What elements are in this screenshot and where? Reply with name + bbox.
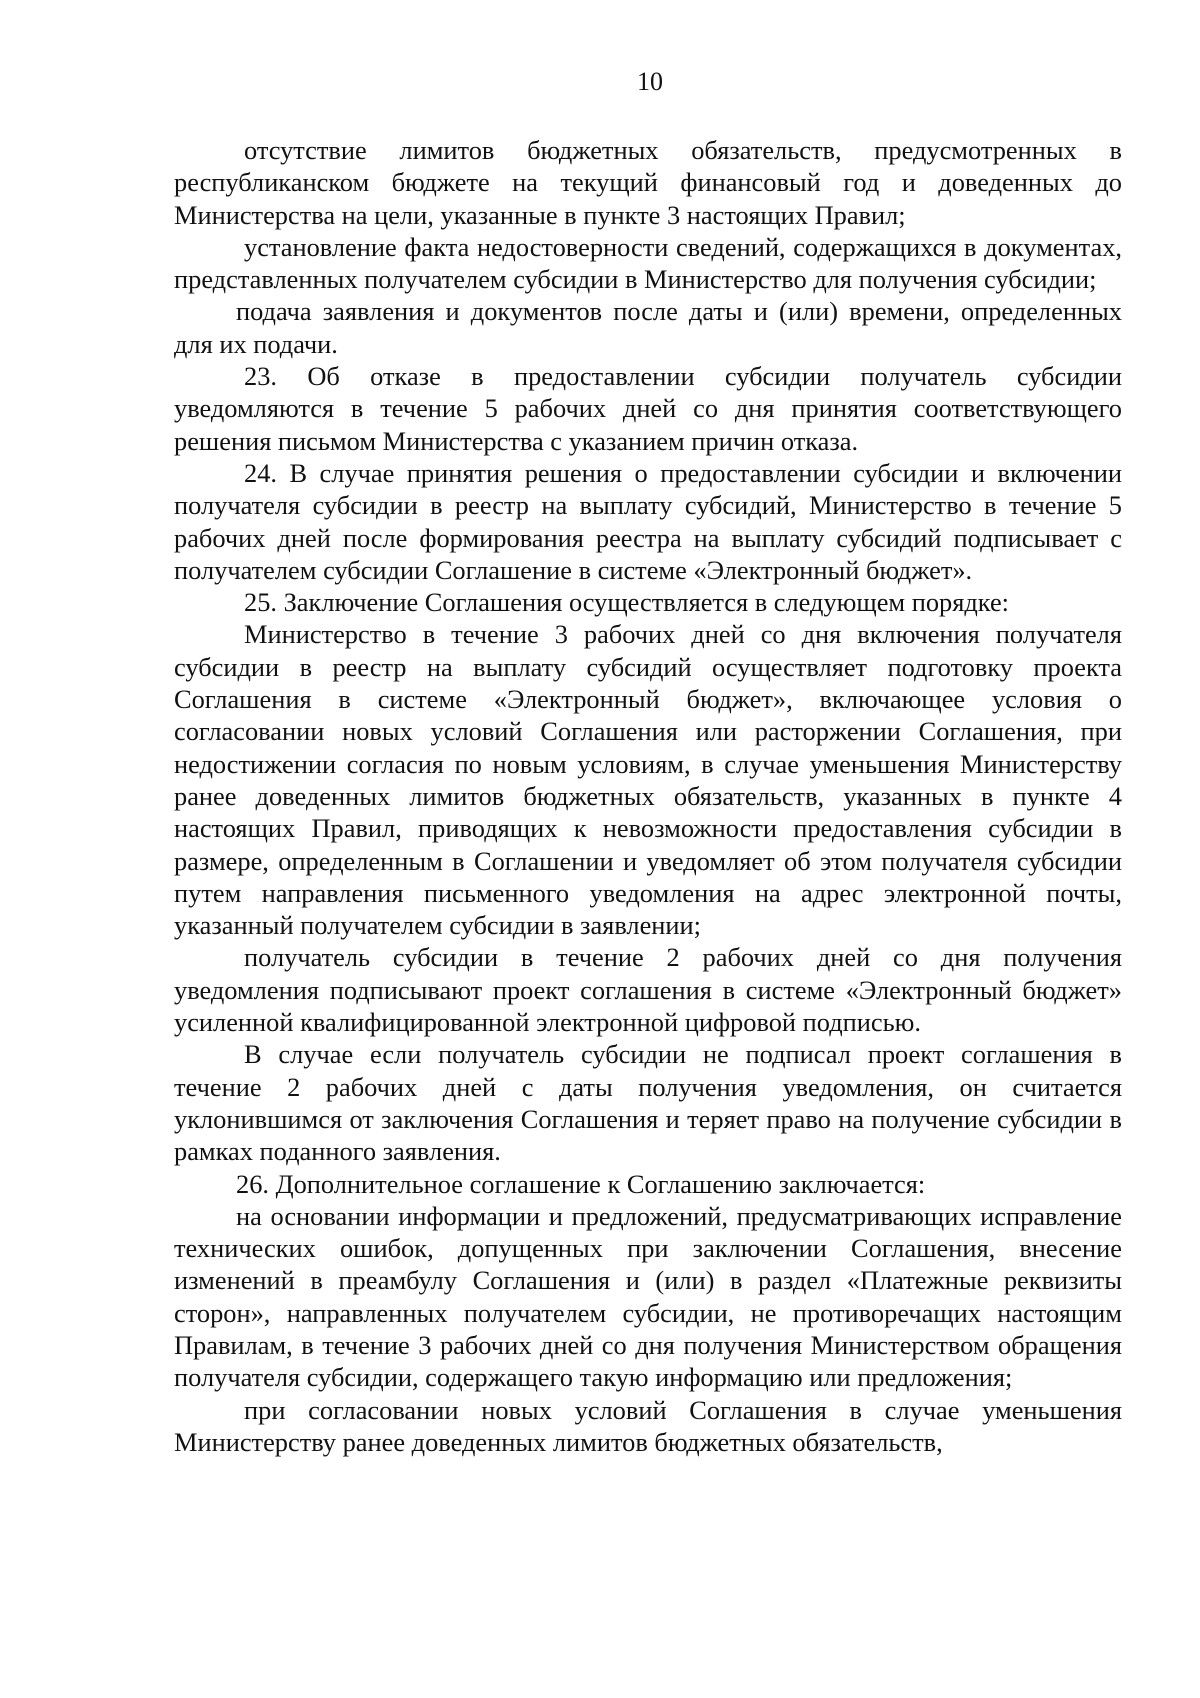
paragraph-clause-24: 24. В случае принятия решения о предоставлении субсидии и включении получателя субсидии в реестр на выплату субсидий, Министерство в течение 5 рабочих дней после формирования реестра на выплату субсидий подписывает с получателем субсидии Соглашение в системе «Электронный бюджет». — [174, 457, 1122, 585]
paragraph-false-information: установление факта недостоверности сведений, содержащихся в документах, представленных получателем субсидии в Министерство для получения субсидии; — [174, 231, 1122, 295]
paragraph-late-submission: подача заявления и документов после даты и (или) времени, определенных для их подачи. — [174, 296, 1122, 359]
paragraph-new-conditions: при согласовании новых условий Соглашения в случае уменьшения Министерству ранее доведенных лимитов бюджетных обязательств, — [174, 1394, 1122, 1457]
page-number: 10 — [637, 67, 663, 96]
paragraph-ministry-prepares-agreement: Министерство в течение 3 рабочих дней со дня включения получателя субсидии в реестр на выплату субсидий осуществляет подготовку проекта Соглашения в системе «Электронный бюджет», включающее условия о согласовании новых условий Соглашения или расторжении Соглашения, при недостижении согласия по новым условиям, в случае уменьшения Министерству ранее доведенных лимитов бюджетных обязательств, указанных в пункте 4 настоящих Правил, приводящих к невозможности предоставления субсидии в размере, определенным в Соглашении и уведомляет об этом получателя субсидии путем направления письменного уведомления на адрес электронной почты, указанный получателем субсидии в заявлении; — [174, 619, 1122, 941]
paragraph-clause-25: 25. Заключение Соглашения осуществляется в следующем порядке: — [244, 587, 1010, 618]
document-body — [174, 134, 1122, 1458]
paragraph-clause-23: 23. Об отказе в предоставлении субсидии получатель субсидии уведомляются в течение 5 рабочих дней со дня принятия соответствующего решения письмом Министерства с указанием причин отказа. — [174, 361, 1122, 456]
paragraph-clause-26: 26. Дополнительное соглашение к Соглашению заключается: — [236, 1168, 926, 1199]
paragraph-technical-corrections: на основании информации и предложений, предусматривающих исправление технических ошибок, допущенных при заключении Соглашения, внесение изменений в преамбулу Соглашения и (или) в раздел «Платежные реквизиты сторон», направленных получателем субсидии, не противоречащих настоящим Правилам, в течение 3 рабочих дней со дня получения Министерством обращения получателя субсидии, содержащего такую информацию или предложения; — [174, 1200, 1122, 1393]
paragraph-no-budget-limits: отсутствие лимитов бюджетных обязательств, предусмотренных в республиканском бюджете на текущий финансовый год и доведенных до Министерства на цели, указанные в пункте 3 настоящих Правил; — [174, 135, 1122, 230]
paragraph-recipient-signs: получатель субсидии в течение 2 рабочих дней со дня получения уведомления подписывают проект соглашения в системе «Электронный бюджет» усиленной квалифицированной электронной цифровой подписью. — [174, 942, 1122, 1038]
paragraph-recipient-declines: В случае если получатель субсидии не подписал проект соглашения в течение 2 рабочих дней с даты получения уведомления, он считается уклонившимся от заключения Соглашения и теряет право на получение субсидии в рамках поданного заявления. — [174, 1039, 1122, 1167]
